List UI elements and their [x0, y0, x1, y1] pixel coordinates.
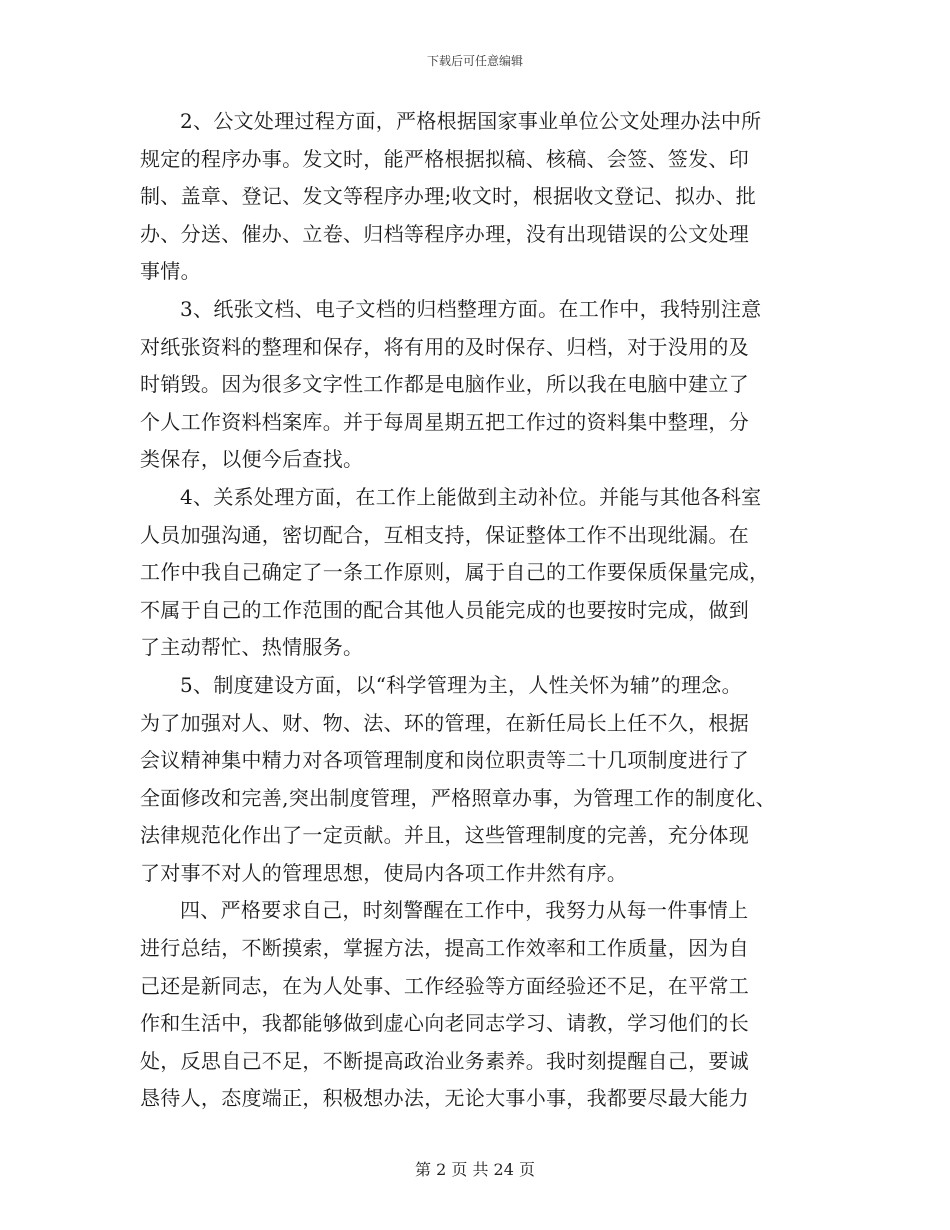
text-line: 制、盖章、登记、发文等程序办理;收文时，根据收文登记、拟办、批: [140, 184, 757, 209]
paragraph-4: [140, 479, 820, 667]
paragraph-3: [140, 291, 820, 479]
text-line: 人员加强沟通，密切配合，互相支持，保证整体工作不出现纰漏。在: [140, 522, 749, 547]
text-line: 类保存，以便今后查找。: [140, 447, 364, 472]
text-line: 个人工作资料档案库。并于每周星期五把工作过的资料集中整理，分: [140, 409, 749, 434]
text-line: 会议精神集中精力对各项管理制度和岗位职责等二十几项制度进行了: [140, 748, 749, 773]
text-line: 恳待人，态度端正，积极想办法，无论大事小事，我都要尽最大能力: [140, 1086, 749, 1111]
text-line: 了主动帮忙、热情服务。: [140, 635, 364, 660]
text-line: 作和生活中，我都能够做到虚心向老同志学习、请教，学习他们的长: [140, 1011, 749, 1036]
paragraph-section-4: [140, 892, 820, 1118]
text-line: 进行总结，不断摸索，掌握方法，提高工作效率和工作质量，因为自: [140, 936, 749, 961]
text-line: 办、分送、催办、立卷、归档等程序办理，没有出现错误的公文处理: [140, 221, 749, 246]
text-line: 5、制度建设方面，以“科学管理为主，人性关怀为辅”的理念。: [180, 672, 742, 697]
text-line: 四、严格要求自己，时刻警醒在工作中，我努力从每一件事情上: [180, 898, 749, 923]
text-line: 事情。: [140, 259, 201, 284]
paragraph-2: [140, 103, 820, 291]
text-line: 法律规范化作出了一定贡献。并且，这些管理制度的完善，充分体现: [140, 823, 749, 848]
text-line: 为了加强对人、财、物、法、环的管理，在新任局长上任不久，根据: [140, 710, 749, 735]
paragraph-5: [140, 667, 820, 893]
text-line: 己还是新同志，在为人处事、工作经验等方面经验还不足，在平常工: [140, 973, 749, 998]
document-body: [140, 103, 820, 1118]
text-line: 4、关系处理方面，在工作上能做到主动补位。并能与其他各科室: [180, 484, 762, 509]
text-line: 了对事不对人的管理思想，使局内各项工作井然有序。: [140, 860, 628, 885]
text-line: 2、公文处理过程方面，严格根据国家事业单位公文处理办法中所: [180, 109, 762, 133]
text-line: 对纸张资料的整理和保存，将有用的及时保存、归档，对于没用的及: [140, 334, 749, 359]
page-header: 下载后可任意编辑: [426, 54, 523, 68]
text-line: 不属于自己的工作范围的配合其他人员能完成的也要按时完成，做到: [140, 597, 749, 622]
text-line: 3、纸张文档、电子文档的归档整理方面。在工作中，我特别注意: [180, 296, 762, 321]
text-line: 规定的程序办事。发文时，能严格根据拟稿、核稿、会签、签发、印: [140, 146, 749, 171]
text-line: 处，反思自己不足，不断提高政治业务素养。我时刻提醒自己，要诚: [140, 1048, 749, 1073]
text-line: 全面修改和完善,突出制度管理，严格照章办事，为管理工作的制度化、: [140, 785, 776, 810]
page-footer: 第 2 页 共 24 页: [415, 1160, 535, 1179]
text-line: 时销毁。因为很多文字性工作都是电脑作业，所以我在电脑中建立了: [140, 372, 749, 397]
text-line: 工作中我自己确定了一条工作原则，属于自己的工作要保质保量完成，: [140, 560, 770, 585]
